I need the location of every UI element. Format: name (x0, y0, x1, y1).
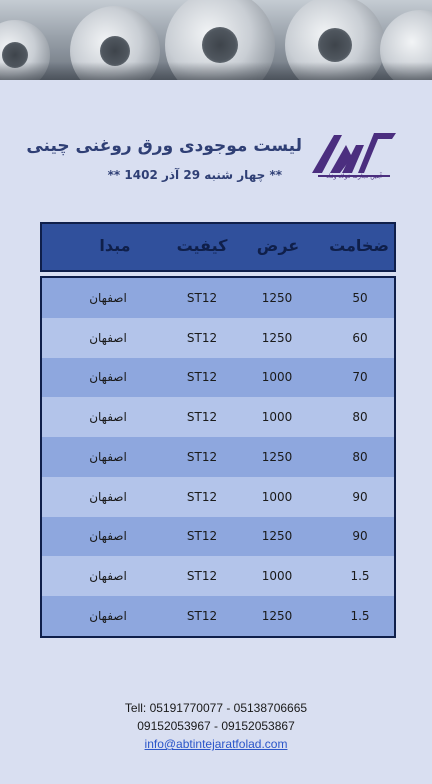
cell-width: 1000 (261, 489, 293, 504)
cell-origin: اصفهان (89, 569, 127, 584)
cell-thickness: 1.5 (350, 608, 370, 623)
cell-width: 1250 (261, 330, 293, 345)
table-row (42, 437, 394, 477)
email-link[interactable]: info@abtintejaratfolad.com (144, 737, 288, 751)
table-row (42, 596, 394, 636)
header-thickness: ضخامت (329, 236, 389, 255)
cell-width: 1000 (261, 569, 293, 584)
table-row (42, 397, 394, 437)
cell-thickness: 90 (352, 489, 368, 504)
table-row (42, 358, 394, 398)
cell-quality: ST12 (186, 410, 218, 425)
cell-thickness: 90 (352, 529, 368, 544)
table-header (40, 222, 396, 272)
cell-quality: ST12 (186, 370, 218, 385)
coil-core (202, 27, 238, 63)
page-title: لیست موجودی ورق روغنی چینی (26, 136, 302, 156)
date-line: ** چهار شنبه 29 آذر 1402 ** (107, 168, 282, 182)
banner-shadow (0, 62, 432, 80)
table-row (42, 556, 394, 596)
cell-width: 1250 (261, 529, 293, 544)
cell-thickness: 80 (352, 410, 368, 425)
cell-origin: اصفهان (89, 608, 127, 623)
cell-quality: ST12 (186, 608, 218, 623)
cell-thickness: 80 (352, 449, 368, 464)
cell-quality: ST12 (186, 489, 218, 504)
cell-quality: ST12 (186, 569, 218, 584)
header-quality: کیفیت (176, 236, 228, 255)
table-row (42, 517, 394, 557)
cell-origin: اصفهان (89, 410, 127, 425)
cell-thickness: 70 (352, 370, 368, 385)
contact-mobile: 09152053967 - 09152053867 (137, 719, 295, 733)
cell-origin: اصفهان (89, 330, 127, 345)
cell-thickness: 50 (352, 290, 368, 305)
header-width: عرض (256, 236, 300, 255)
contact-phone: Tell: 05191770077 - 05138706665 (124, 701, 308, 715)
cell-width: 1250 (261, 449, 293, 464)
cell-width: 1250 (261, 290, 293, 305)
table-row (42, 477, 394, 517)
cell-width: 1250 (261, 608, 293, 623)
cell-quality: ST12 (186, 330, 218, 345)
header-origin: مبدا (99, 236, 131, 255)
banner-image (0, 0, 432, 80)
logo-tagline: آبتین تجارت فولاد وفاد (326, 173, 382, 180)
cell-width: 1000 (261, 410, 293, 425)
cell-thickness: 60 (352, 330, 368, 345)
table-row (42, 318, 394, 358)
cell-quality: ST12 (186, 529, 218, 544)
inventory-table (40, 276, 396, 638)
table-row (42, 278, 394, 318)
coil-core (318, 28, 352, 62)
cell-origin: اصفهان (89, 489, 127, 504)
cell-origin: اصفهان (89, 449, 127, 464)
cell-thickness: 1.5 (350, 569, 370, 584)
cell-origin: اصفهان (89, 370, 127, 385)
cell-origin: اصفهان (89, 290, 127, 305)
cell-origin: اصفهان (89, 529, 127, 544)
cell-quality: ST12 (186, 449, 218, 464)
cell-width: 1000 (261, 370, 293, 385)
cell-quality: ST12 (186, 290, 218, 305)
